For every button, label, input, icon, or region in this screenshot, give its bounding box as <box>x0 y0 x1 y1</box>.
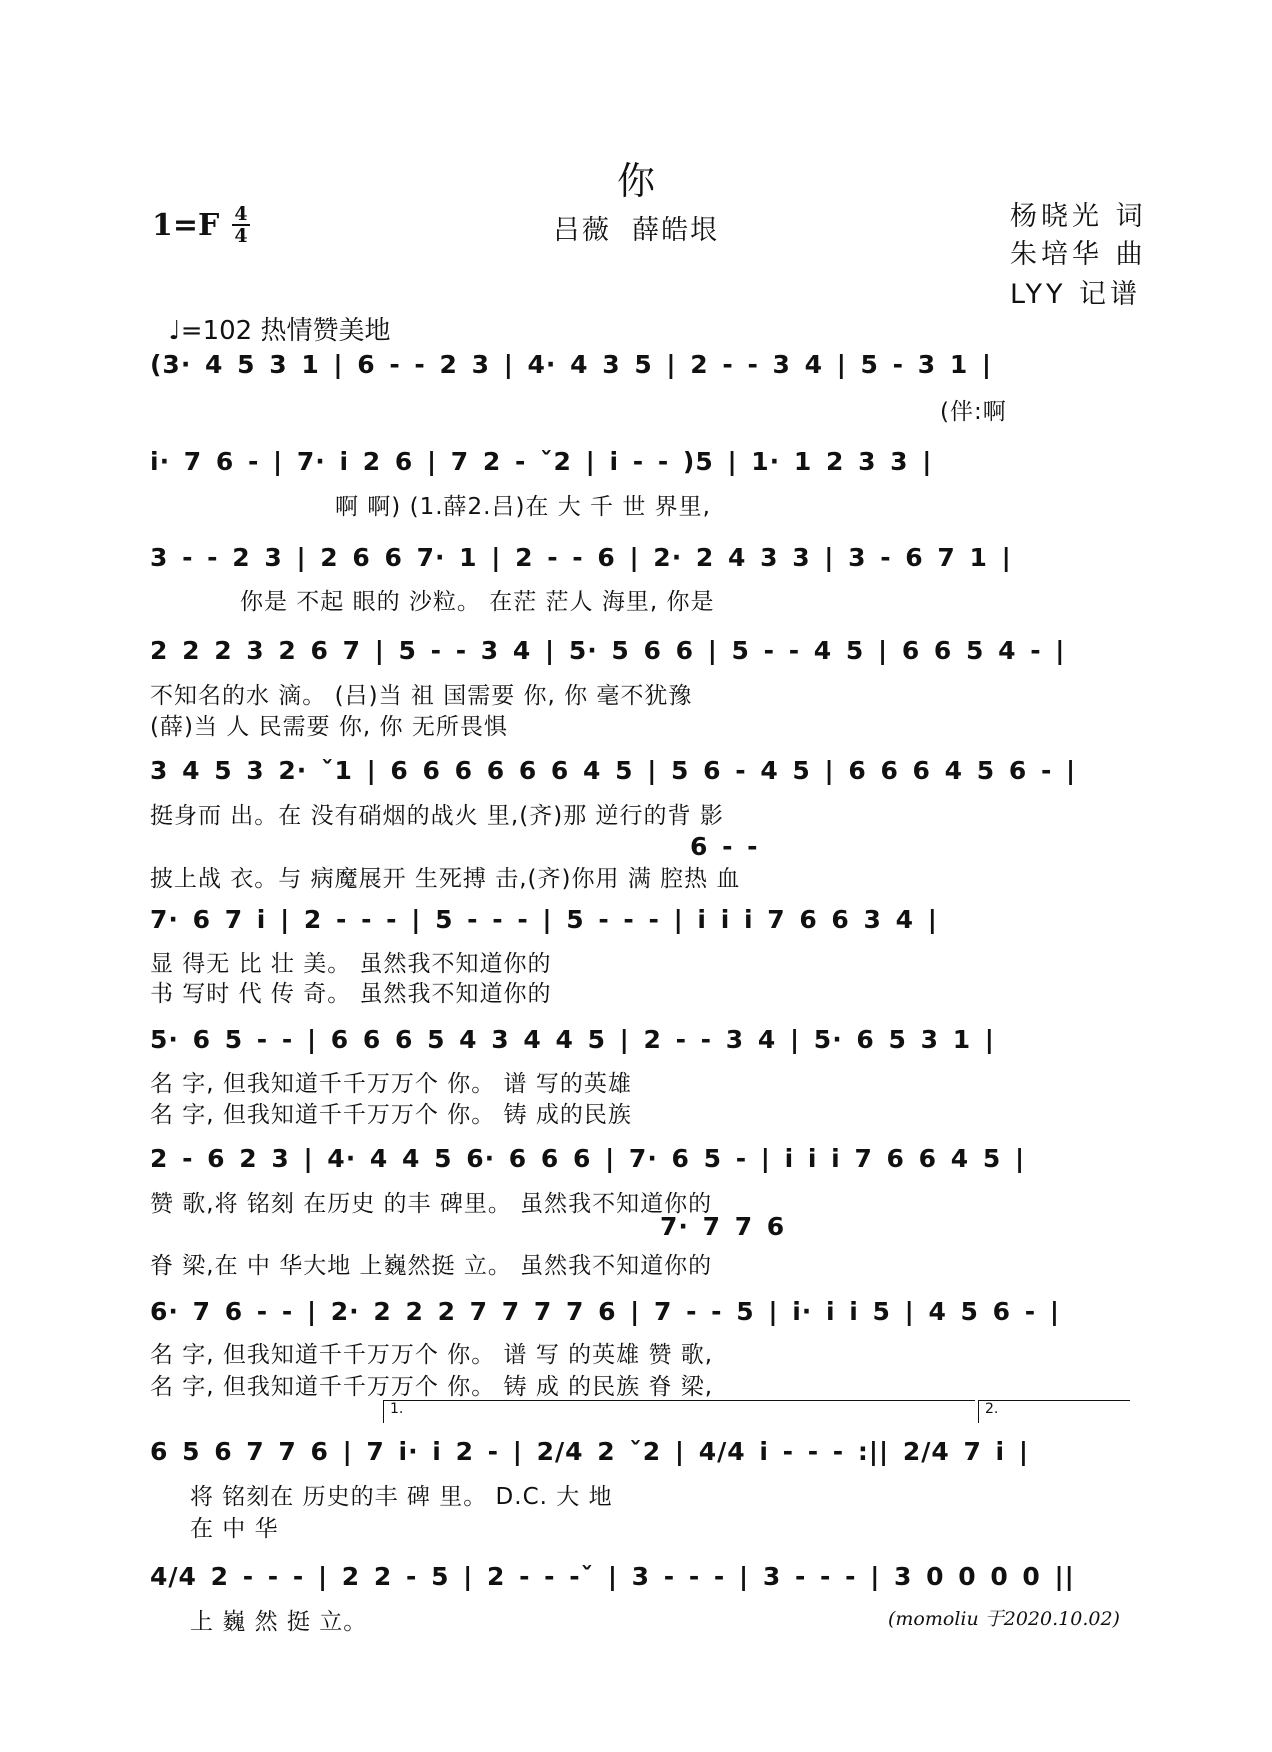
quarter-note-icon: ♩ <box>168 316 181 346</box>
transcriber-credit: LYY 记谱 <box>1010 279 1142 310</box>
transcriber-signature: (momoliu 于2020.10.02) <box>888 1608 1120 1630</box>
first-ending-bracket: 1. <box>383 1400 975 1423</box>
score-line: 2 - 6 2 3 | 4· 4 4 5 6· 6 6 6 | 7· 6 5 - | i i i 7 6 6 4 5 | <box>150 1144 1026 1173</box>
lyric-line: 啊 啊) (1.薛2.吕)在 大 千 世 界里, <box>335 494 711 520</box>
lyric-line: (薛)当 人 民需要 你, 你 无所畏惧 <box>150 714 508 740</box>
tempo-value: =102 <box>180 316 253 346</box>
song-title: 你 <box>616 159 655 203</box>
tempo-expression: 热情赞美地 <box>260 316 391 346</box>
score-line: 4/4 2 - - - | 2 2 - 5 | 2 - - -ˇ | 3 - - - | 3 - - - | 3 0 0 0 0 || <box>150 1562 1075 1591</box>
lyric-line: 赞 歌,将 铭刻 在历史 的丰 碑里。 虽然我不知道你的 <box>150 1191 713 1217</box>
score-line: 3 4 5 3 2· ˇ1 | 6 6 6 6 6 6 4 5 | 5 6 - 4 5 | 6 6 6 4 5 6 - | <box>150 756 1077 785</box>
lyric-line: 将 铭刻在 历史的丰 碑 里。 D.C. 大 地 <box>190 1484 613 1510</box>
score-line: i· 7 6 - | 7· i 2 6 | 7 2 - ˇ2 | i - - )5 | 1· 1 2 3 3 | <box>150 447 933 476</box>
lyric-line: 上 巍 然 挺 立。 <box>190 1609 368 1635</box>
score-line: 5· 6 5 - - | 6 6 6 5 4 3 4 4 5 | 2 - - 3 4 | 5· 6 5 3 1 | <box>150 1025 995 1054</box>
singers: 吕薇 薛皓垠 <box>552 215 720 246</box>
score-line: 6 5 6 7 7 6 | 7 i· i 2 - | 2/4 2 ˇ2 | 4/4 i - - - :|| 2/4 7 i | <box>150 1437 1029 1466</box>
lyric-line: 脊 梁,在 中 华大地 上巍然挺 立。 虽然我不知道你的 <box>150 1253 713 1279</box>
lyric-line: (伴:啊 <box>940 399 1007 425</box>
lyric-line: 名 字, 但我知道千千万万个 你。 谱 写的英雄 <box>150 1071 632 1097</box>
score-line: 3 - - 2 3 | 2 6 6 7· 1 | 2 - - 6 | 2· 2 4 3 3 | 3 - 6 7 1 | <box>150 543 1012 572</box>
lyric-line: 显 得无 比 壮 美。 虽然我不知道你的 <box>150 951 552 977</box>
lyric-line: 书 写时 代 传 奇。 虽然我不知道你的 <box>150 981 552 1007</box>
lyric-line: 你是 不起 眼的 沙粒。 在茫 茫人 海里, 你是 <box>240 589 715 615</box>
lyric-line: 名 字, 但我知道千千万万个 你。 铸 成 的民族 脊 梁, <box>150 1374 714 1400</box>
score-line: (3· 4 5 3 1 | 6 - - 2 3 | 4· 4 3 5 | 2 - - 3 4 | 5 - 3 1 | <box>150 350 993 379</box>
tempo-mark <box>152 280 391 347</box>
lyric-line: 名 字, 但我知道千千万万个 你。 谱 写 的英雄 赞 歌, <box>150 1342 714 1368</box>
key-signature: 1=F <box>152 208 220 243</box>
second-ending-bracket: 2. <box>978 1400 1130 1423</box>
time-signature-bottom: 4 <box>234 225 248 247</box>
score-line: 6· 7 6 - - | 2· 2 2 2 7 7 7 7 6 | 7 - - 5 | i· i i 5 | 4 5 6 - | <box>150 1297 1060 1326</box>
lyric-line: 名 字, 但我知道千千万万个 你。 铸 成的民族 <box>150 1102 632 1128</box>
alternate-notes: 6 - - <box>690 832 759 861</box>
composer-credit: 朱培华 曲 <box>1010 239 1147 270</box>
lyric-line: 在 中 华 <box>190 1516 279 1542</box>
lyric-line: 不知名的水 滴。 (吕)当 祖 国需要 你, 你 毫不犹豫 <box>150 683 693 709</box>
time-signature-top: 4 <box>234 203 248 225</box>
lyricist-credit: 杨晓光 词 <box>1010 201 1147 232</box>
score-line: 2 2 2 3 2 6 7 | 5 - - 3 4 | 5· 5 6 6 | 5 - - 4 5 | 6 6 5 4 - | <box>150 636 1066 665</box>
score-line: 7· 6 7 i | 2 - - - | 5 - - - | 5 - - - | i i i 7 6 6 3 4 | <box>150 905 938 934</box>
lyric-line: 披上战 衣。与 病魔展开 生死搏 击,(齐)你用 满 腔热 血 <box>150 866 741 892</box>
lyric-line: 挺身而 出。在 没有硝烟的战火 里,(齐)那 逆行的背 影 <box>150 803 724 829</box>
alternate-notes: 7· 7 7 6 <box>660 1212 786 1241</box>
